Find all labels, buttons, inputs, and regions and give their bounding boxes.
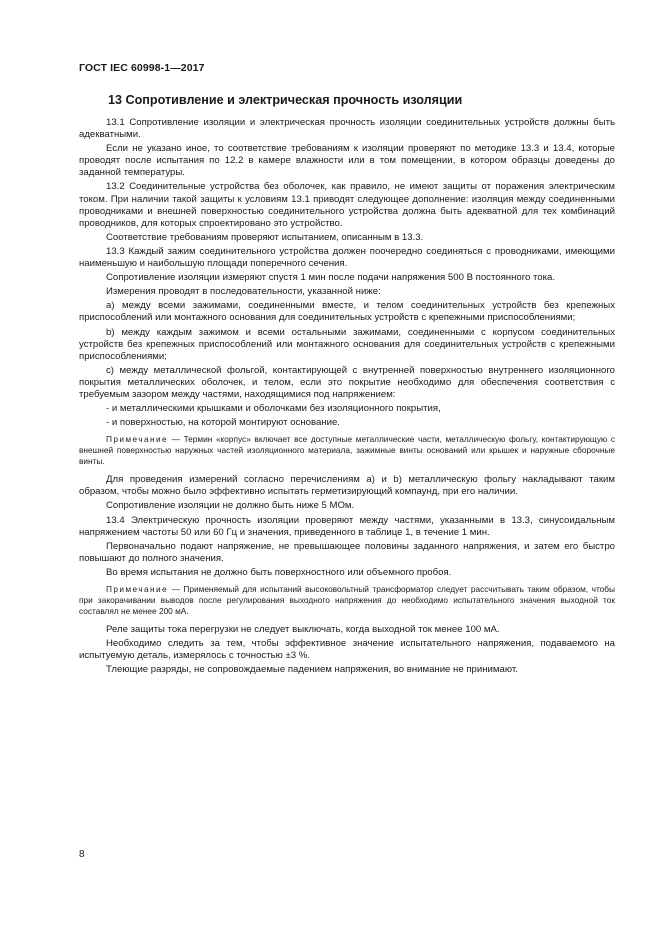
note <box>79 434 615 467</box>
paragraph: Для проведения измерений согласно перечислениям a) и b) металлическую фольгу накладывают таким образом, чтобы можно было эффективно испытать герметизирующий компаунд, при его наличии. <box>79 474 615 498</box>
note <box>79 584 615 617</box>
paragraph: Сопротивление изоляции измеряют спустя 1 мин после подачи напряжения 500 В постоянного тока. <box>106 272 556 284</box>
list-item: c) между металлической фольгой, контактирующей с внутренней поверхностью внутреннего изоляционного покрытия металлических оболочек, и телом, если это покрытие необходимо для обеспечения соответствия с требуемым зазором между частями, находящимися под напряжением: <box>79 364 615 400</box>
paragraph: 13.4 Электрическую прочность изоляции проверяют между частями, указанными в 13.3, синусоидальным напряжением частоты 50 или 60 Гц и значения, приведенного в таблице 1, в течение 1 мин. <box>79 514 615 538</box>
document-code-header: ГОСТ IEC 60998-1—2017 <box>79 62 205 74</box>
paragraph: Если не указано иное, то соответствие требованиям к изоляции проверяют по методике 13.3 и 13.4, которые проводят после испытания по 12.2 в камере влажности или в том помещении, в котором образцы доведены до заданной температуры. <box>79 143 615 179</box>
document-body <box>79 117 615 678</box>
list-item: a) между всеми зажимами, соединенными вместе, и телом соединительных устройств без крепежных приспособлений или монтажного основания для соединительных устройств с крепежными приспособлениями; <box>79 300 615 324</box>
dash-list-item: - и металлическими крышками и оболочками без изоляционного покрытия, <box>106 403 441 415</box>
note-text: — Применяемый для испытаний высоковольтный трансформатор следует рассчитывать таким образом, чтобы при закорачивании выводов после регулирования выходного напряжения до необходимо испытательного значения выходной ток составлял не менее 200 мА. <box>79 584 615 616</box>
paragraph: Во время испытания не должно быть поверхностного или объемного пробоя. <box>106 566 452 578</box>
note-label: Примечание <box>106 434 169 445</box>
paragraph: 13.1 Сопротивление изоляции и электрическая прочность изоляции соединительных устройств должны быть адекватными. <box>79 117 615 141</box>
page-number: 8 <box>79 849 85 860</box>
note-text: — Термин «корпус» включает все доступные металлические части, металлическую фольгу, контактирующую с внешней поверхностью наружных частей изоляционного материала, зажимные винты оснований или крышек и наружные сборочные винты. <box>79 434 615 467</box>
paragraph: Тлеющие разряды, не сопровождаемые падением напряжения, во внимание не принимают. <box>106 664 518 676</box>
section-title: 13 Сопротивление и электрическая прочность изоляции <box>108 93 463 107</box>
dash-list-item: - и поверхностью, на которой монтируют основание. <box>106 417 340 429</box>
paragraph: Первоначально подают напряжение, не превышающее половины заданного напряжения, и затем его быстро повышают до полного значения. <box>79 540 615 564</box>
paragraph: 13.3 Каждый зажим соединительного устройства должен поочередно соединяться с проводниками, имеющими наименьшую и наибольшую площади поперечного сечения. <box>79 245 615 270</box>
paragraph: Измерения проводят в последовательности, указанной ниже: <box>106 286 381 298</box>
note-label: Примечание <box>106 584 169 594</box>
paragraph: Соответствие требованиям проверяют испытанием, описанным в 13.3. <box>106 231 424 243</box>
paragraph: Необходимо следить за тем, чтобы эффективное значение испытательного напряжения, подаваемого на испытуемую деталь, измерялось с точностью ±3 %. <box>79 638 615 662</box>
list-item: b) между каждым зажимом и всеми остальными зажимами, соединенными с корпусом соединительных устройств без крепежных приспособлений или монтажного основания для соединительных устройств с крепежными приспособлениями; <box>79 326 615 362</box>
paragraph: Сопротивление изоляции не должно быть ниже 5 МОм. <box>106 500 355 512</box>
paragraph: Реле защиты тока перегрузки не следует выключать, когда выходной ток менее 100 мА. <box>106 624 500 635</box>
paragraph: 13.2 Соединительные устройства без оболочек, как правило, не имеют защиты от поражения электрическим током. При наличии такой защиты к условиям 13.1 приводят следующее дополнение: изоляция между соединенными проводниками и внешней поверхностью соединительного устройства должна быть адекватной для тех комбинаций проводников, для которых спроектировано это устройство. <box>79 181 615 229</box>
